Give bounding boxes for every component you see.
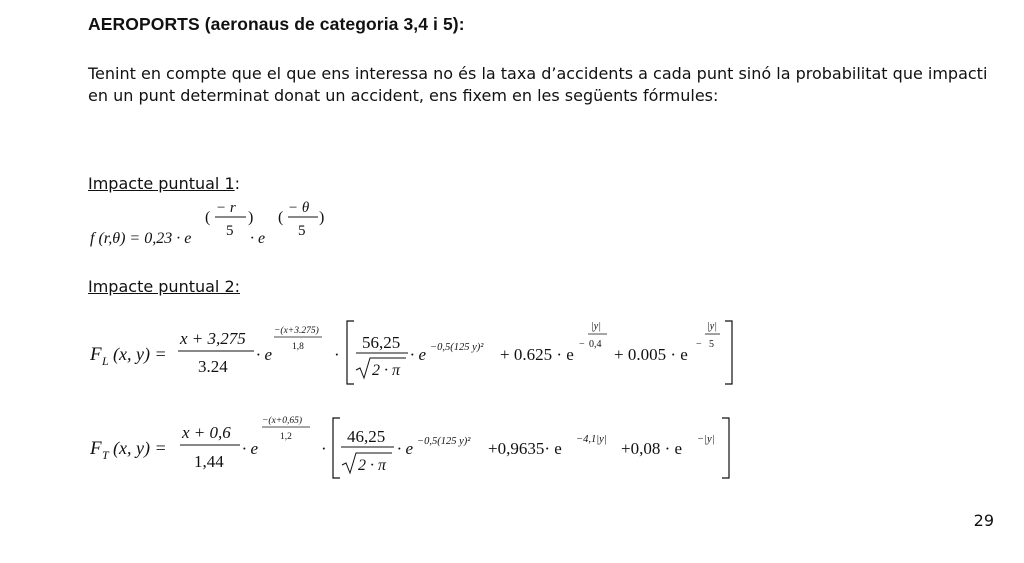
impact-1-label-colon: : (234, 174, 241, 193)
formula3-right-bracket (722, 418, 729, 478)
formula-impact-2-FL (88, 318, 748, 388)
formula3-term3-exponent: −|y| (697, 434, 715, 445)
formula3-term1-exponent: −0,5(125 y)² (417, 436, 471, 447)
formula3-exp-denominator: 1,2 (280, 432, 292, 442)
formula2-coef-numerator: 56,25 (362, 333, 401, 352)
formula2-frac-denominator: 3.24 (198, 357, 228, 376)
formula3-args: (x, y) = (113, 438, 167, 458)
formula3-coef-denominator: 2 · π (358, 457, 387, 474)
formula2-lhs: F (90, 344, 102, 365)
formula1-exp1-lparen: ( (205, 209, 211, 226)
formula3-term2-exponent: −4,1|y| (576, 434, 607, 445)
formula2-term3-exp-denominator: 5 (709, 339, 714, 350)
formula2-term2-exp-numerator: |y| (591, 321, 601, 332)
formula2-dot-e: · e (256, 345, 273, 364)
formula1-exp2-rparen: ) (319, 209, 325, 226)
formula2-term1-exponent: −0,5(125 y)² (430, 342, 484, 353)
formula3-lhs: F (90, 438, 102, 459)
formula2-coef-denominator: 2 · π (372, 362, 401, 379)
formula1-exp2-lparen: ( (278, 209, 284, 226)
formula2-term3-exp-numerator: |y| (707, 321, 717, 332)
formula-impact-2-FT (88, 412, 748, 482)
formula3-term1: · e (397, 439, 414, 458)
formula1-exp2-denominator: 5 (298, 223, 306, 239)
impact-1-label-text: Impacte puntual 1 (88, 174, 235, 193)
formula1-exp1-numerator: − r (216, 200, 236, 216)
formula3-frac-numerator: x + 0,6 (182, 423, 231, 442)
formula2-exp-numerator: −(x+3.275) (274, 326, 319, 336)
formula2-dot: · (334, 345, 340, 364)
formula3-subscript: T (102, 448, 109, 462)
formula2-term3-minus: − (696, 339, 702, 350)
formula2-term3: + 0.005 · e (614, 345, 688, 364)
formula2-right-bracket (725, 321, 732, 384)
formula1-dot-e: · e (250, 230, 266, 247)
formula-impact-1 (88, 195, 348, 255)
formula2-frac-numerator: x + 3,275 (180, 329, 246, 348)
impact-1-label (88, 174, 240, 193)
formula2-exp-denominator: 1,8 (292, 342, 304, 352)
formula3-left-bracket (333, 418, 340, 478)
formula2-term1: · e (410, 345, 427, 364)
formula3-coef-numerator: 46,25 (347, 427, 386, 446)
formula2-subscript: L (102, 354, 109, 368)
formula2-left-bracket (347, 321, 354, 384)
formula1-exp1-denominator: 5 (226, 223, 234, 239)
formula3-dot: · (321, 439, 327, 458)
formula3-term2: +0,9635· e (488, 439, 562, 458)
impact-2-label: Impacte puntual 2: (88, 277, 241, 296)
intro-paragraph: Tenint en compte que el que ens interessa no és la taxa d’accidents a cada punt sinó la probabilitat que impacti en un punt determinat donat un accident, ens fixem en les següents fórmules: (88, 64, 988, 105)
formula1-lhs: f (r,θ) = 0,23 · e (90, 230, 192, 247)
formula2-term2: + 0.625 · e (500, 345, 574, 364)
formula2-args: (x, y) = (113, 344, 167, 364)
page-number: 29 (973, 511, 994, 530)
formula3-exp-numerator: −(x+0,65) (262, 416, 302, 426)
formula3-term3: +0,08 · e (621, 439, 683, 458)
formula2-term2-minus: − (579, 339, 585, 350)
formula3-dot-e: · e (242, 439, 259, 458)
formula3-frac-denominator: 1,44 (194, 452, 224, 471)
section-title: AEROPORTS (aeronaus de categoria 3,4 i 5): (88, 14, 465, 34)
formula2-term2-exp-denominator: 0,4 (589, 339, 602, 350)
formula1-exp1-rparen: ) (248, 209, 254, 226)
formula1-exp2-numerator: − θ (288, 200, 310, 216)
